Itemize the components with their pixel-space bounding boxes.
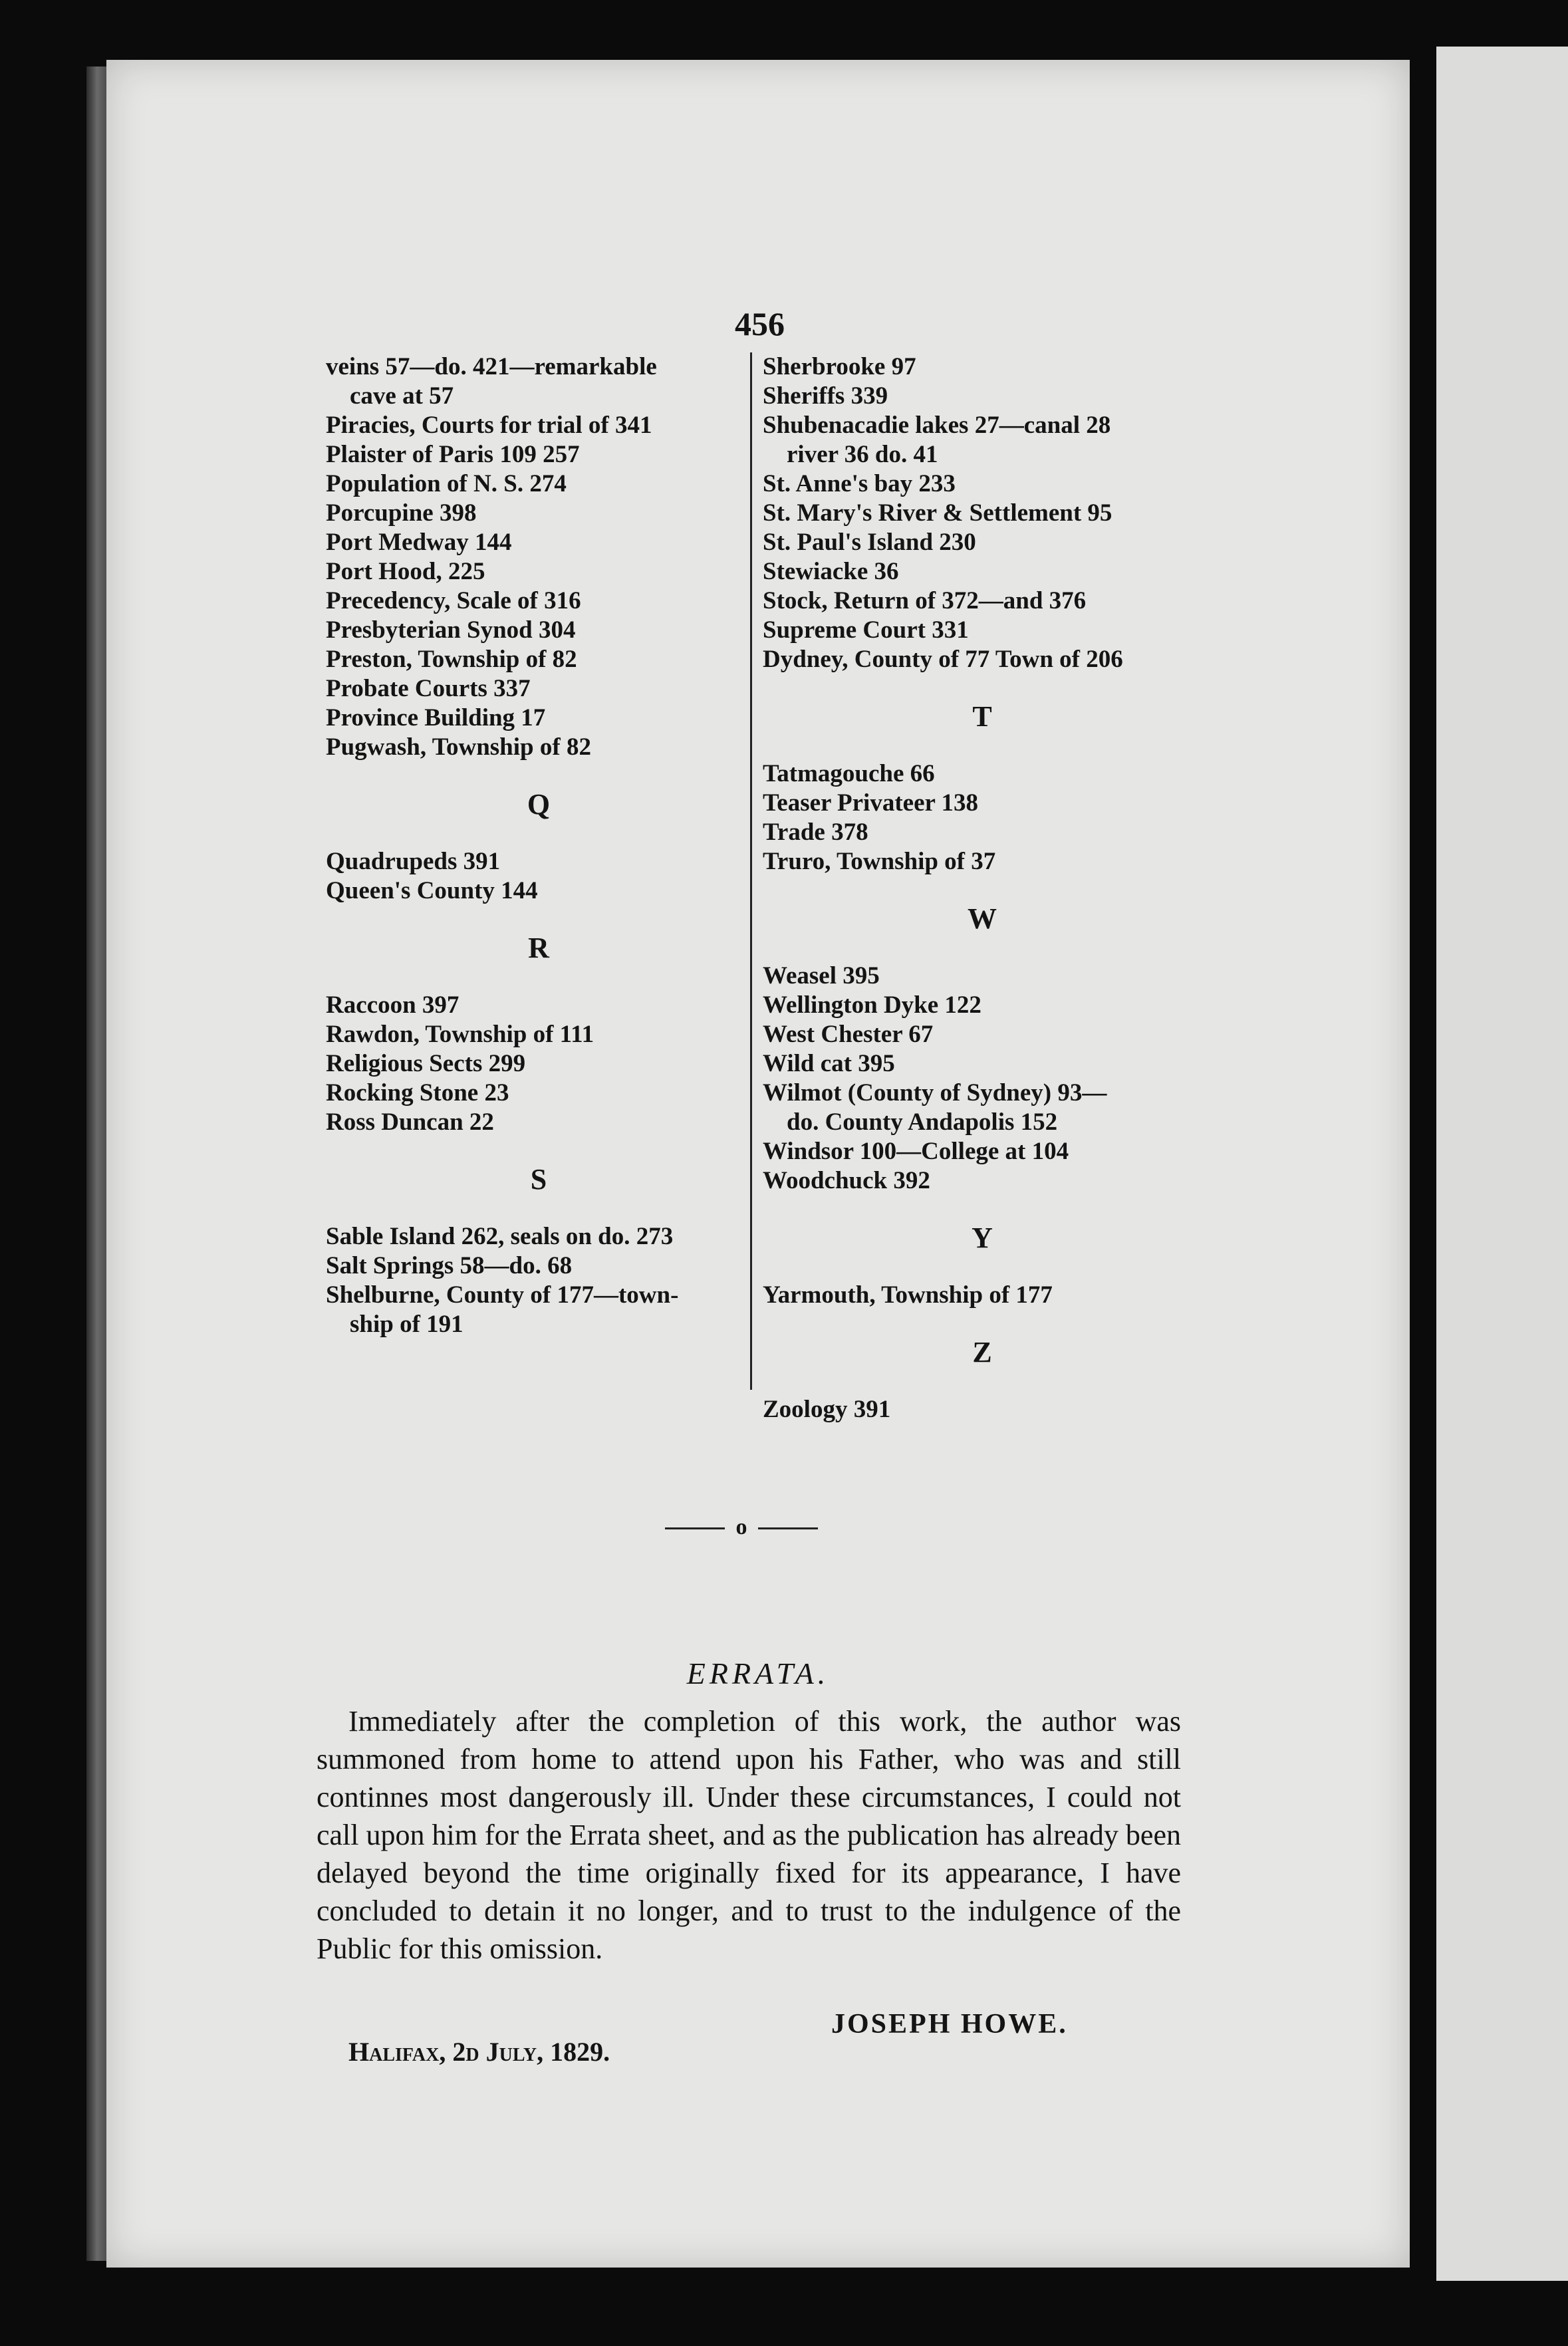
place-date: Halifax, 2d July, 1829. bbox=[348, 2037, 610, 2067]
index-entry: Salt Springs 58—do. 68 bbox=[326, 1252, 573, 1279]
index-entry: ship of 191 bbox=[350, 1311, 463, 1338]
index-entry: Yarmouth, Township of 177 bbox=[763, 1281, 1053, 1309]
errata-paragraph: Immediately after the completion of this work, the author was summoned from home to attend upon his Father, who was and still continnes most dangerously ill. Under these circumstances, I could not call upon him for the Errata sheet, and as the publication has already been delayed beyond the time originally fixed for its appearance, I have concluded to detain it no longer, and to trust to the indulgence of the Public for this omission. bbox=[317, 1705, 1181, 1965]
index-entry: Supreme Court 331 bbox=[763, 616, 969, 644]
index-entry: St. Mary's River & Settlement 95 bbox=[763, 499, 1112, 527]
index-entry: Preston, Township of 82 bbox=[326, 646, 577, 673]
index-entry: Plaister of Paris 109 257 bbox=[326, 441, 580, 468]
index-entry: Stewiacke 36 bbox=[763, 558, 899, 585]
section-letter: S bbox=[530, 1163, 547, 1196]
index-entry: Ross Duncan 22 bbox=[326, 1108, 494, 1136]
index-entry: Wellington Dyke 122 bbox=[763, 991, 981, 1019]
index-entry: Quadrupeds 391 bbox=[326, 848, 501, 875]
index-entry: Raccoon 397 bbox=[326, 991, 459, 1019]
index-entry: Port Medway 144 bbox=[326, 529, 512, 556]
index-entry: Population of N. S. 274 bbox=[326, 470, 567, 497]
index-entry: Zoology 391 bbox=[763, 1396, 891, 1423]
index-entry: St. Anne's bay 233 bbox=[763, 470, 956, 497]
index-entry: Religious Sects 299 bbox=[326, 1050, 526, 1077]
section-letter: W bbox=[968, 902, 997, 935]
column-divider bbox=[750, 352, 752, 1390]
index-entry: veins 57—do. 421—remarkable bbox=[326, 353, 657, 380]
index-entry: Dydney, County of 77 Town of 206 bbox=[763, 646, 1123, 673]
index-entry: Wilmot (County of Sydney) 93— bbox=[763, 1079, 1107, 1107]
index-entry: river 36 do. 41 bbox=[787, 441, 938, 468]
index-entry: Port Hood, 225 bbox=[326, 558, 485, 585]
index-entry: Probate Courts 337 bbox=[326, 675, 531, 702]
index-entry: Porcupine 398 bbox=[326, 499, 477, 527]
index-entry: Shelburne, County of 177—town- bbox=[326, 1281, 679, 1309]
index-entry: Queen's County 144 bbox=[326, 877, 538, 904]
index-entry: Trade 378 bbox=[763, 819, 868, 846]
index-entry: Wild cat 395 bbox=[763, 1050, 895, 1077]
facing-page-edge bbox=[1436, 47, 1568, 2281]
index-entry: Woodchuck 392 bbox=[763, 1167, 930, 1194]
index-entry: Precedency, Scale of 316 bbox=[326, 587, 581, 614]
index-entry: do. County Andapolis 152 bbox=[787, 1108, 1058, 1136]
index-entry: Sable Island 262, seals on do. 273 bbox=[326, 1223, 674, 1250]
index-entry: Windsor 100—College at 104 bbox=[763, 1138, 1069, 1165]
index-entry: Tatmagouche 66 bbox=[763, 760, 935, 787]
index-entry: Truro, Township of 37 bbox=[763, 848, 996, 875]
separator-mark: o bbox=[735, 1515, 747, 1539]
index-entry: Rocking Stone 23 bbox=[326, 1079, 509, 1107]
index-entry: Province Building 17 bbox=[326, 704, 546, 731]
index-column-left bbox=[326, 352, 751, 1339]
index-entry: Teaser Privateer 138 bbox=[763, 789, 979, 817]
index-entry: West Chester 67 bbox=[763, 1021, 934, 1048]
index-entry: Stock, Return of 372—and 376 bbox=[763, 587, 1087, 614]
index-entry: St. Paul's Island 230 bbox=[763, 529, 976, 556]
section-letter: T bbox=[972, 700, 992, 733]
section-letter: R bbox=[528, 932, 549, 964]
index-entry: Shubenacadie lakes 27—canal 28 bbox=[763, 412, 1111, 439]
errata-body bbox=[317, 1702, 1181, 1968]
index-entry: Presbyterian Synod 304 bbox=[326, 616, 576, 644]
section-letter: Z bbox=[972, 1336, 992, 1368]
signature: JOSEPH HOWE. bbox=[831, 2009, 1068, 2039]
errata-title: ERRATA. bbox=[686, 1656, 830, 1690]
index-entry: Piracies, Courts for trial of 341 bbox=[326, 412, 652, 439]
index-entry: Rawdon, Township of 111 bbox=[326, 1021, 594, 1048]
section-letter: Y bbox=[972, 1222, 993, 1254]
index-entry: cave at 57 bbox=[350, 382, 454, 410]
index-column-right bbox=[763, 352, 1202, 1424]
section-letter: Q bbox=[527, 788, 551, 821]
page-number: 456 bbox=[735, 305, 785, 342]
index-entry: Sherbrooke 97 bbox=[763, 353, 916, 380]
index-entry: Weasel 395 bbox=[763, 962, 880, 989]
index-entry: Pugwash, Township of 82 bbox=[326, 733, 591, 761]
index-entry: Sheriffs 339 bbox=[763, 382, 888, 410]
section-separator bbox=[665, 1515, 818, 1541]
